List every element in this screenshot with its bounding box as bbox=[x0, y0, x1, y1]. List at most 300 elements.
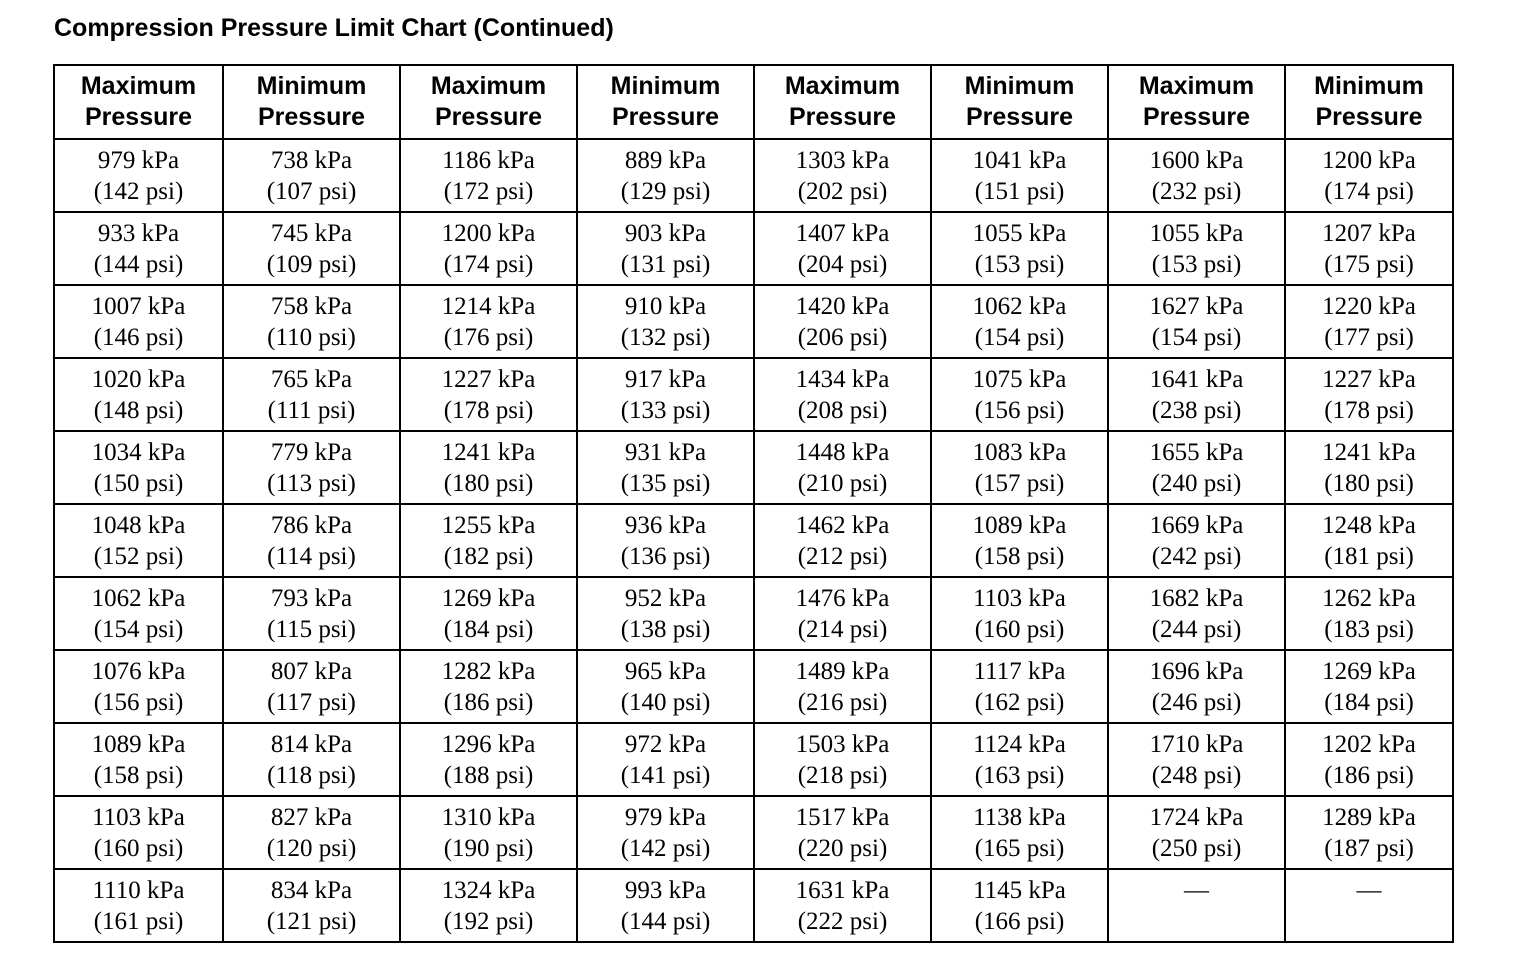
table-cell bbox=[400, 650, 577, 723]
psi-value: (181 psi) bbox=[1324, 542, 1414, 570]
column-header-line: Pressure bbox=[434, 103, 543, 131]
kpa-value: 834 kPa bbox=[270, 876, 353, 904]
psi-value: (192 psi) bbox=[443, 907, 534, 935]
kpa-value: 1324 kPa bbox=[441, 876, 536, 904]
table-header bbox=[54, 65, 1453, 139]
kpa-value: 1062 kPa bbox=[972, 292, 1067, 320]
table-cell bbox=[54, 139, 223, 212]
psi-value: (220 psi) bbox=[797, 834, 888, 862]
table-cell bbox=[54, 650, 223, 723]
table-cell bbox=[1108, 577, 1285, 650]
psi-value: (153 psi) bbox=[1151, 250, 1242, 278]
psi-value: (154 psi) bbox=[1151, 323, 1242, 351]
kpa-value: 1476 kPa bbox=[795, 584, 890, 612]
table-cell bbox=[931, 723, 1108, 796]
kpa-value: 1289 kPa bbox=[1322, 803, 1416, 831]
kpa-value: 1262 kPa bbox=[1322, 584, 1416, 612]
kpa-value: 827 kPa bbox=[270, 803, 353, 831]
kpa-value: 1420 kPa bbox=[795, 292, 890, 320]
psi-value: (152 psi) bbox=[93, 542, 184, 570]
psi-value: (246 psi) bbox=[1151, 688, 1242, 716]
table-row bbox=[54, 796, 1453, 869]
kpa-value: 1048 kPa bbox=[91, 511, 186, 539]
kpa-value: 758 kPa bbox=[270, 292, 353, 320]
psi-value: (176 psi) bbox=[443, 323, 534, 351]
kpa-value: 931 kPa bbox=[624, 438, 707, 466]
psi-value: (148 psi) bbox=[93, 396, 184, 424]
psi-value: (165 psi) bbox=[974, 834, 1065, 862]
table-cell bbox=[400, 431, 577, 504]
kpa-value: 786 kPa bbox=[270, 511, 353, 539]
table-cell bbox=[1285, 285, 1453, 358]
table-cell bbox=[1108, 723, 1285, 796]
psi-value: (216 psi) bbox=[797, 688, 888, 716]
kpa-value: 1407 kPa bbox=[795, 219, 890, 247]
table-cell bbox=[931, 650, 1108, 723]
psi-value: (133 psi) bbox=[620, 396, 711, 424]
table-row bbox=[54, 139, 1453, 212]
empty-dash: — bbox=[1356, 877, 1382, 904]
psi-value: (141 psi) bbox=[620, 761, 711, 789]
column-header-line: Maximum bbox=[784, 72, 901, 100]
table-cell bbox=[223, 285, 400, 358]
table-cell bbox=[577, 431, 754, 504]
table-cell bbox=[1108, 212, 1285, 285]
table-cell bbox=[754, 869, 931, 942]
kpa-value: 1214 kPa bbox=[441, 292, 536, 320]
psi-value: (175 psi) bbox=[1324, 250, 1414, 278]
psi-value: (218 psi) bbox=[797, 761, 888, 789]
psi-value: (180 psi) bbox=[443, 469, 534, 497]
psi-value: (132 psi) bbox=[620, 323, 711, 351]
kpa-value: 1710 kPa bbox=[1149, 730, 1244, 758]
kpa-value: 1600 kPa bbox=[1149, 146, 1244, 174]
table-cell bbox=[1108, 504, 1285, 577]
psi-value: (210 psi) bbox=[797, 469, 888, 497]
table-cell bbox=[400, 139, 577, 212]
table-cell bbox=[1285, 723, 1453, 796]
psi-value: (206 psi) bbox=[797, 323, 888, 351]
column-header bbox=[1285, 65, 1453, 139]
psi-value: (154 psi) bbox=[93, 615, 184, 643]
column-header-line: Pressure bbox=[1142, 103, 1251, 131]
kpa-value: 1255 kPa bbox=[441, 511, 536, 539]
kpa-value: 917 kPa bbox=[624, 365, 707, 393]
table-cell bbox=[754, 139, 931, 212]
kpa-value: 1696 kPa bbox=[1149, 657, 1244, 685]
psi-value: (186 psi) bbox=[443, 688, 534, 716]
table-cell bbox=[754, 796, 931, 869]
table-cell bbox=[754, 212, 931, 285]
table-row bbox=[54, 650, 1453, 723]
table-cell bbox=[400, 358, 577, 431]
kpa-value: 1434 kPa bbox=[795, 365, 890, 393]
kpa-value: 1103 kPa bbox=[973, 584, 1066, 612]
table-cell bbox=[223, 358, 400, 431]
table-cell bbox=[54, 796, 223, 869]
table-cell bbox=[931, 212, 1108, 285]
psi-value: (160 psi) bbox=[93, 834, 184, 862]
table-cell bbox=[931, 358, 1108, 431]
psi-value: (117 psi) bbox=[267, 688, 356, 716]
table-cell bbox=[54, 869, 223, 942]
psi-value: (118 psi) bbox=[267, 761, 356, 789]
column-header bbox=[400, 65, 577, 139]
kpa-value: 936 kPa bbox=[624, 511, 707, 539]
table-cell bbox=[577, 504, 754, 577]
table-body bbox=[54, 139, 1453, 942]
table-cell bbox=[400, 212, 577, 285]
kpa-value: 1034 kPa bbox=[91, 438, 186, 466]
table-cell bbox=[223, 431, 400, 504]
psi-value: (120 psi) bbox=[266, 834, 357, 862]
kpa-value: 889 kPa bbox=[624, 146, 707, 174]
psi-value: (114 psi) bbox=[267, 542, 356, 570]
kpa-value: 993 kPa bbox=[624, 876, 707, 904]
psi-value: (109 psi) bbox=[266, 250, 357, 278]
column-header-line: Maximum bbox=[1138, 72, 1255, 100]
table-cell bbox=[1285, 431, 1453, 504]
table-row bbox=[54, 431, 1453, 504]
psi-value: (187 psi) bbox=[1324, 834, 1414, 862]
kpa-value: 1227 kPa bbox=[1322, 365, 1416, 393]
psi-value: (182 psi) bbox=[443, 542, 534, 570]
column-header bbox=[931, 65, 1108, 139]
table-cell bbox=[754, 431, 931, 504]
kpa-value: 979 kPa bbox=[97, 146, 180, 174]
table-cell bbox=[931, 796, 1108, 869]
table-row bbox=[54, 358, 1453, 431]
psi-value: (157 psi) bbox=[974, 469, 1065, 497]
table-cell bbox=[54, 212, 223, 285]
kpa-value: 933 kPa bbox=[97, 219, 180, 247]
column-header bbox=[1108, 65, 1285, 139]
kpa-value: 1200 kPa bbox=[1322, 146, 1416, 174]
psi-value: (115 psi) bbox=[267, 615, 356, 643]
table-cell bbox=[54, 285, 223, 358]
kpa-value: 952 kPa bbox=[624, 584, 707, 612]
kpa-value: 1007 kPa bbox=[91, 292, 186, 320]
psi-value: (151 psi) bbox=[974, 177, 1065, 205]
table-row bbox=[54, 504, 1453, 577]
psi-value: (163 psi) bbox=[974, 761, 1065, 789]
psi-value: (136 psi) bbox=[620, 542, 711, 570]
kpa-value: 910 kPa bbox=[624, 292, 707, 320]
psi-value: (240 psi) bbox=[1151, 469, 1242, 497]
table-cell bbox=[1108, 431, 1285, 504]
psi-value: (113 psi) bbox=[267, 469, 356, 497]
psi-value: (111 psi) bbox=[267, 396, 356, 424]
kpa-value: 1462 kPa bbox=[795, 511, 890, 539]
psi-value: (153 psi) bbox=[974, 250, 1065, 278]
column-header bbox=[577, 65, 754, 139]
table-cell bbox=[400, 869, 577, 942]
column-header-line: Maximum bbox=[80, 72, 197, 100]
kpa-value: 1062 kPa bbox=[91, 584, 186, 612]
kpa-value: 1241 kPa bbox=[1322, 438, 1416, 466]
kpa-value: 738 kPa bbox=[270, 146, 353, 174]
psi-value: (222 psi) bbox=[797, 907, 888, 935]
kpa-value: 1296 kPa bbox=[441, 730, 536, 758]
table-cell bbox=[223, 796, 400, 869]
psi-value: (144 psi) bbox=[620, 907, 711, 935]
kpa-value: 1124 kPa bbox=[973, 730, 1066, 758]
table-cell bbox=[931, 504, 1108, 577]
kpa-value: 972 kPa bbox=[624, 730, 707, 758]
kpa-value: 1202 kPa bbox=[1322, 730, 1416, 758]
table-row bbox=[54, 285, 1453, 358]
table-cell bbox=[1108, 285, 1285, 358]
kpa-value: 1207 kPa bbox=[1322, 219, 1416, 247]
kpa-value: 1227 kPa bbox=[441, 365, 536, 393]
column-header-line: Minimum bbox=[610, 72, 721, 100]
table-cell bbox=[1285, 869, 1453, 942]
table-cell bbox=[577, 212, 754, 285]
kpa-value: 1145 kPa bbox=[973, 876, 1066, 904]
table-cell bbox=[1108, 139, 1285, 212]
psi-value: (156 psi) bbox=[93, 688, 184, 716]
kpa-value: 1103 kPa bbox=[92, 803, 185, 831]
psi-value: (180 psi) bbox=[1324, 469, 1414, 497]
table-cell bbox=[54, 577, 223, 650]
kpa-value: 779 kPa bbox=[270, 438, 353, 466]
table-cell bbox=[1285, 796, 1453, 869]
kpa-value: 1682 kPa bbox=[1149, 584, 1244, 612]
kpa-value: 1241 kPa bbox=[441, 438, 536, 466]
table-cell bbox=[931, 431, 1108, 504]
pressure-limit-table bbox=[53, 64, 1454, 943]
psi-value: (244 psi) bbox=[1151, 615, 1242, 643]
column-header bbox=[54, 65, 223, 139]
kpa-value: 903 kPa bbox=[624, 219, 707, 247]
column-header-line: Pressure bbox=[788, 103, 897, 131]
psi-value: (212 psi) bbox=[797, 542, 888, 570]
kpa-value: 1724 kPa bbox=[1149, 803, 1244, 831]
psi-value: (150 psi) bbox=[93, 469, 184, 497]
table-cell bbox=[1108, 358, 1285, 431]
table-cell bbox=[1108, 869, 1285, 942]
psi-value: (238 psi) bbox=[1151, 396, 1242, 424]
psi-value: (214 psi) bbox=[797, 615, 888, 643]
kpa-value: 1089 kPa bbox=[972, 511, 1067, 539]
psi-value: (142 psi) bbox=[620, 834, 711, 862]
kpa-value: 1269 kPa bbox=[1322, 657, 1416, 685]
table-cell bbox=[223, 869, 400, 942]
table-cell bbox=[577, 358, 754, 431]
kpa-value: 1627 kPa bbox=[1149, 292, 1244, 320]
kpa-value: 1448 kPa bbox=[795, 438, 890, 466]
psi-value: (158 psi) bbox=[93, 761, 184, 789]
kpa-value: 1220 kPa bbox=[1322, 292, 1416, 320]
psi-value: (186 psi) bbox=[1324, 761, 1414, 789]
table-cell bbox=[577, 796, 754, 869]
table-cell bbox=[1108, 796, 1285, 869]
table-cell bbox=[931, 139, 1108, 212]
kpa-value: 1075 kPa bbox=[972, 365, 1067, 393]
psi-value: (161 psi) bbox=[93, 907, 184, 935]
kpa-value: 793 kPa bbox=[270, 584, 353, 612]
kpa-value: 1641 kPa bbox=[1149, 365, 1244, 393]
kpa-value: 965 kPa bbox=[624, 657, 707, 685]
kpa-value: 1248 kPa bbox=[1322, 511, 1416, 539]
column-header-line: Minimum bbox=[1314, 72, 1424, 100]
table-cell bbox=[1285, 650, 1453, 723]
table-cell bbox=[931, 577, 1108, 650]
psi-value: (184 psi) bbox=[443, 615, 534, 643]
psi-value: (140 psi) bbox=[620, 688, 711, 716]
table-cell bbox=[400, 504, 577, 577]
psi-value: (154 psi) bbox=[974, 323, 1065, 351]
table-cell bbox=[400, 577, 577, 650]
kpa-value: 1083 kPa bbox=[972, 438, 1067, 466]
psi-value: (174 psi) bbox=[1324, 177, 1414, 205]
psi-value: (242 psi) bbox=[1151, 542, 1242, 570]
table-row bbox=[54, 723, 1453, 796]
psi-value: (174 psi) bbox=[443, 250, 534, 278]
psi-value: (138 psi) bbox=[620, 615, 711, 643]
table-cell bbox=[223, 139, 400, 212]
psi-value: (172 psi) bbox=[443, 177, 534, 205]
table-cell bbox=[754, 285, 931, 358]
kpa-value: 1076 kPa bbox=[91, 657, 186, 685]
table-cell bbox=[1285, 212, 1453, 285]
table-cell bbox=[1108, 650, 1285, 723]
table-cell bbox=[577, 723, 754, 796]
psi-value: (208 psi) bbox=[797, 396, 888, 424]
psi-value: (156 psi) bbox=[974, 396, 1065, 424]
psi-value: (188 psi) bbox=[443, 761, 534, 789]
psi-value: (121 psi) bbox=[266, 907, 357, 935]
psi-value: (144 psi) bbox=[93, 250, 184, 278]
kpa-value: 1669 kPa bbox=[1149, 511, 1244, 539]
kpa-value: 765 kPa bbox=[270, 365, 353, 393]
table-cell bbox=[1285, 504, 1453, 577]
table-cell bbox=[754, 504, 931, 577]
psi-value: (183 psi) bbox=[1324, 615, 1414, 643]
table-row bbox=[54, 212, 1453, 285]
table-cell bbox=[577, 577, 754, 650]
column-header-line: Pressure bbox=[965, 103, 1074, 131]
kpa-value: 1117 kPa bbox=[973, 657, 1066, 685]
table-cell bbox=[754, 577, 931, 650]
kpa-value: 1089 kPa bbox=[91, 730, 186, 758]
kpa-value: 1200 kPa bbox=[441, 219, 536, 247]
kpa-value: 1020 kPa bbox=[91, 365, 186, 393]
table-cell bbox=[400, 723, 577, 796]
psi-value: (142 psi) bbox=[93, 177, 184, 205]
psi-value: (178 psi) bbox=[443, 396, 534, 424]
table-cell bbox=[754, 723, 931, 796]
kpa-value: 807 kPa bbox=[270, 657, 353, 685]
psi-value: (177 psi) bbox=[1324, 323, 1414, 351]
kpa-value: 1138 kPa bbox=[973, 803, 1066, 831]
kpa-value: 1517 kPa bbox=[795, 803, 890, 831]
kpa-value: 745 kPa bbox=[270, 219, 353, 247]
column-header-line: Pressure bbox=[1315, 103, 1423, 131]
psi-value: (146 psi) bbox=[93, 323, 184, 351]
kpa-value: 979 kPa bbox=[624, 803, 707, 831]
table-cell bbox=[754, 650, 931, 723]
kpa-value: 814 kPa bbox=[270, 730, 353, 758]
column-header-line: Pressure bbox=[84, 103, 193, 131]
table-cell bbox=[400, 285, 577, 358]
table-cell bbox=[931, 285, 1108, 358]
column-header-line: Pressure bbox=[257, 103, 366, 131]
table-cell bbox=[223, 650, 400, 723]
empty-dash: — bbox=[1184, 877, 1209, 904]
table-cell bbox=[1285, 577, 1453, 650]
psi-value: (131 psi) bbox=[620, 250, 711, 278]
table-cell bbox=[577, 285, 754, 358]
table-cell bbox=[54, 431, 223, 504]
psi-value: (232 psi) bbox=[1151, 177, 1242, 205]
psi-value: (107 psi) bbox=[266, 177, 357, 205]
table-row bbox=[54, 869, 1453, 942]
table-cell bbox=[1285, 139, 1453, 212]
psi-value: (162 psi) bbox=[974, 688, 1065, 716]
psi-value: (184 psi) bbox=[1324, 688, 1414, 716]
psi-value: (158 psi) bbox=[974, 542, 1065, 570]
kpa-value: 1303 kPa bbox=[795, 146, 890, 174]
psi-value: (204 psi) bbox=[797, 250, 888, 278]
table-cell bbox=[577, 650, 754, 723]
table-cell bbox=[577, 139, 754, 212]
table-cell bbox=[54, 358, 223, 431]
psi-value: (248 psi) bbox=[1151, 761, 1242, 789]
table-cell bbox=[54, 504, 223, 577]
column-header-line: Pressure bbox=[611, 103, 720, 131]
kpa-value: 1055 kPa bbox=[1149, 219, 1244, 247]
column-header-line: Minimum bbox=[256, 72, 367, 100]
psi-value: (250 psi) bbox=[1151, 834, 1242, 862]
kpa-value: 1055 kPa bbox=[972, 219, 1067, 247]
kpa-value: 1655 kPa bbox=[1149, 438, 1244, 466]
header-row bbox=[54, 65, 1453, 139]
kpa-value: 1282 kPa bbox=[441, 657, 536, 685]
psi-value: (135 psi) bbox=[620, 469, 711, 497]
table-cell bbox=[931, 869, 1108, 942]
table-cell bbox=[223, 504, 400, 577]
column-header bbox=[223, 65, 400, 139]
kpa-value: 1110 kPa bbox=[92, 876, 185, 904]
psi-value: (129 psi) bbox=[620, 177, 711, 205]
table-cell bbox=[223, 723, 400, 796]
kpa-value: 1186 kPa bbox=[442, 146, 535, 174]
kpa-value: 1310 kPa bbox=[441, 803, 536, 831]
psi-value: (178 psi) bbox=[1324, 396, 1414, 424]
table-cell bbox=[54, 723, 223, 796]
column-header bbox=[754, 65, 931, 139]
kpa-value: 1041 kPa bbox=[972, 146, 1067, 174]
psi-value: (166 psi) bbox=[974, 907, 1065, 935]
kpa-value: 1503 kPa bbox=[795, 730, 890, 758]
psi-value: (110 psi) bbox=[267, 323, 356, 351]
column-header-line: Minimum bbox=[964, 72, 1075, 100]
table-cell bbox=[754, 358, 931, 431]
kpa-value: 1269 kPa bbox=[441, 584, 536, 612]
kpa-value: 1631 kPa bbox=[795, 876, 890, 904]
chart-title: Compression Pressure Limit Chart (Continued) bbox=[54, 14, 614, 42]
column-header-line: Maximum bbox=[430, 72, 547, 100]
table-cell bbox=[1285, 358, 1453, 431]
table-row bbox=[54, 577, 1453, 650]
table-cell bbox=[400, 796, 577, 869]
table-cell bbox=[223, 212, 400, 285]
psi-value: (202 psi) bbox=[797, 177, 888, 205]
kpa-value: 1489 kPa bbox=[795, 657, 890, 685]
table-cell bbox=[577, 869, 754, 942]
psi-value: (160 psi) bbox=[974, 615, 1065, 643]
